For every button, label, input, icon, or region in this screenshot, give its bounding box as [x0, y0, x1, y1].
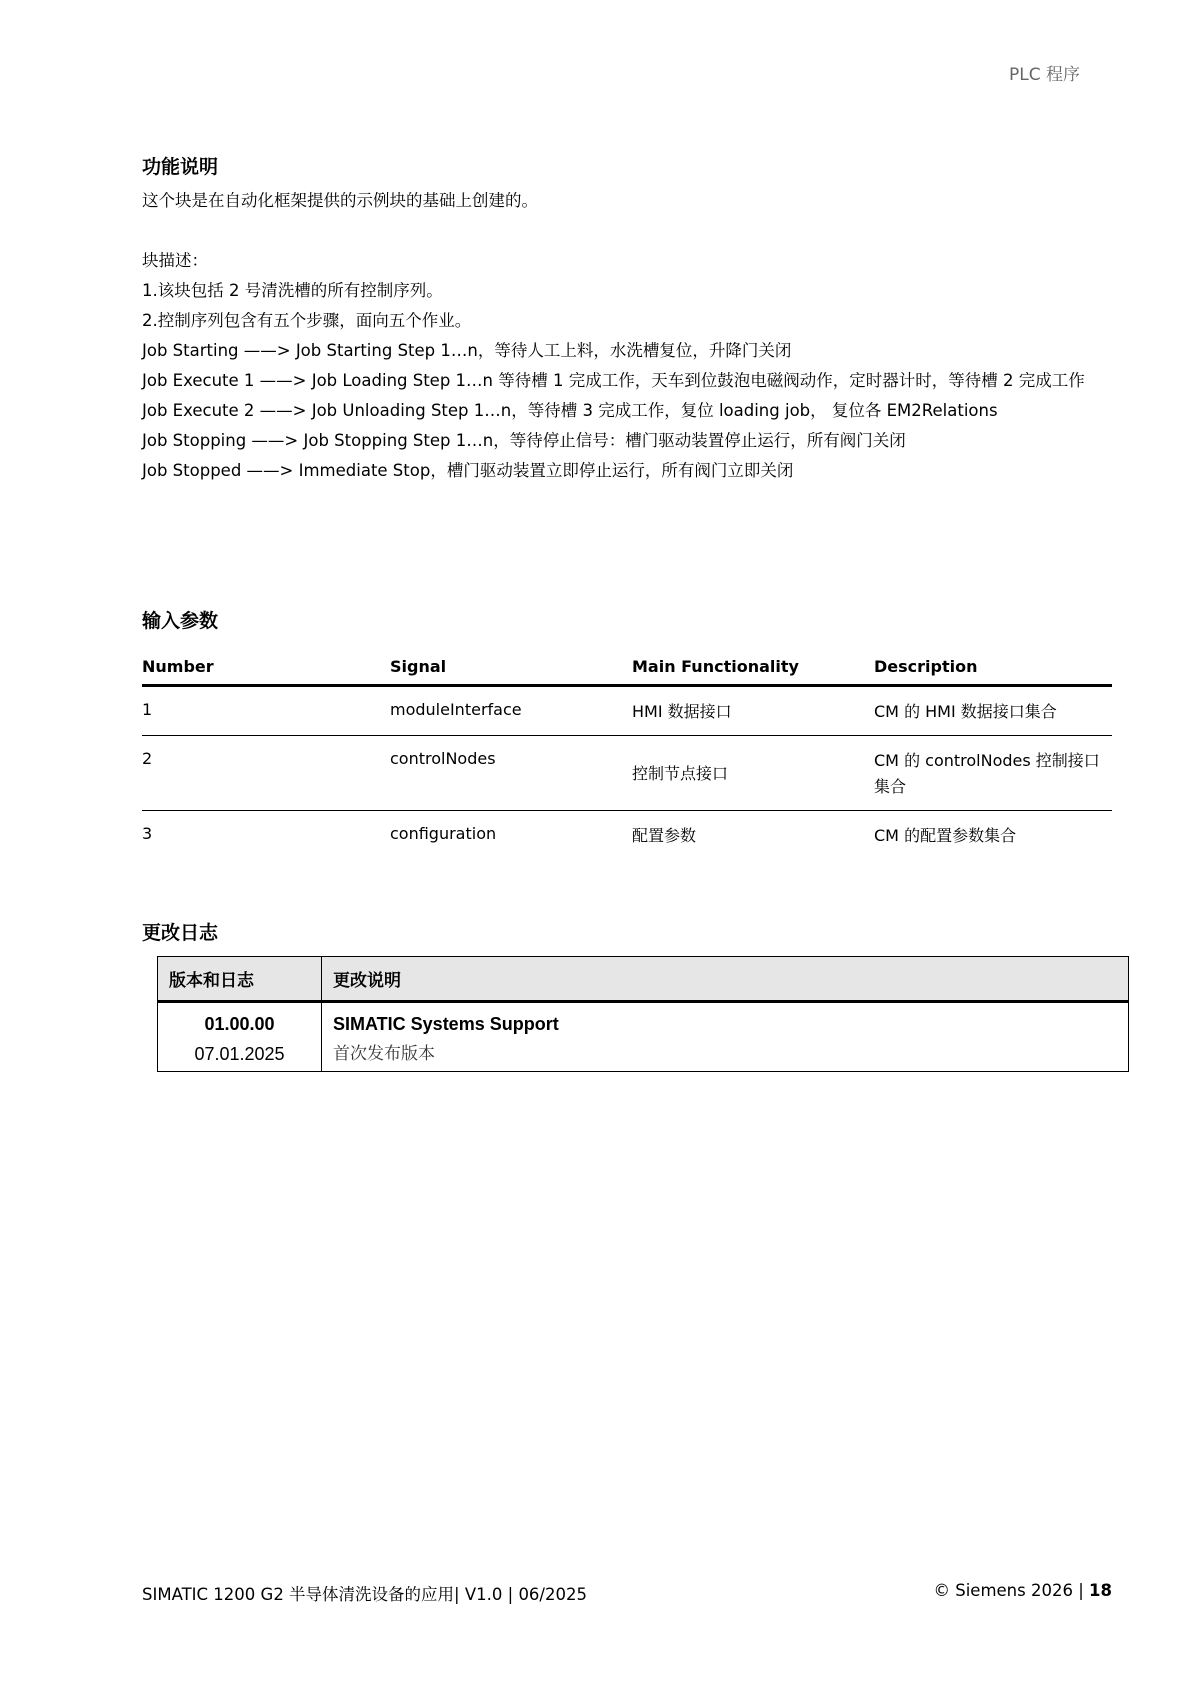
input-params-table [142, 648, 1112, 859]
function-title: 功能说明 [142, 156, 219, 178]
version-date: 07.01.2025 [194, 1044, 285, 1064]
cell-signal: moduleInterface [390, 700, 522, 719]
change-author: SIMATIC Systems Support [333, 1014, 559, 1034]
cell-func: 控制节点接口 [632, 764, 729, 783]
cell-signal: configuration [390, 824, 497, 843]
header-tag: PLC 程序 [1009, 65, 1080, 85]
inputs-title: 输入参数 [142, 610, 219, 632]
table-row [142, 687, 1112, 736]
desc-line: Job Stopping ——> Job Stopping Step 1…n，等待停止信号：槽门驱动装置停止运行，所有阀门关闭 [142, 431, 906, 450]
cell-desc: CM 的 HMI 数据接口集合 [874, 702, 1057, 721]
version-number: 01.00.00 [204, 1014, 275, 1034]
cell-func: HMI 数据接口 [632, 702, 732, 721]
footer-copyright [934, 1581, 1113, 1600]
cell-signal: controlNodes [390, 749, 496, 768]
table-header [142, 648, 1112, 687]
function-intro [142, 186, 1122, 216]
changelog-header [158, 957, 1128, 1003]
header-number: Number [142, 656, 214, 676]
change-text: 首次发布版本 [333, 1044, 435, 1064]
cell-number: 3 [142, 824, 153, 843]
changelog-row [158, 1003, 1128, 1071]
desc-line: Job Execute 2 ——> Job Unloading Step 1…n，等待槽 3 完成工作，复位 loading job， 复位各 EM2Relations [142, 401, 998, 420]
table-row [142, 736, 1112, 811]
header-description: Description [874, 656, 978, 676]
header-changes: 更改说明 [333, 971, 401, 991]
desc-line: 块描述： [142, 251, 208, 270]
changelog-title: 更改日志 [142, 922, 219, 944]
desc-line: Job Stopped ——> Immediate Stop，槽门驱动装置立即停止运行，所有阀门立即关闭 [142, 461, 794, 480]
desc-line: Job Starting ——> Job Starting Step 1…n，等待人工上料，水洗槽复位，升降门关闭 [142, 341, 792, 360]
footer-doc-info: SIMATIC 1200 G2 半导体清洗设备的应用| V1.0 | 06/2025 [142, 1585, 587, 1604]
function-description [142, 246, 1122, 486]
version-cell [158, 1003, 322, 1071]
header-version: 版本和日志 [158, 957, 322, 1000]
change-cell [322, 1003, 1128, 1071]
cell-desc: CM 的配置参数集合 [874, 826, 1017, 845]
table-row [142, 811, 1112, 859]
intro-text: 这个块是在自动化框架提供的示例块的基础上创建的。 [142, 191, 538, 210]
cell-number: 2 [142, 749, 153, 768]
copyright-text: © Siemens 2026 | [933, 1581, 1084, 1600]
cell-desc: CM 的 controlNodes 控制接口集合 [874, 751, 1100, 796]
cell-func: 配置参数 [632, 826, 697, 845]
header-signal: Signal [390, 656, 447, 676]
desc-line: 1.该块包括 2 号清洗槽的所有控制序列。 [142, 281, 443, 300]
page-number: 18 [1089, 1581, 1112, 1600]
changelog-table [157, 956, 1129, 1072]
desc-line: 2.控制序列包含有五个步骤，面向五个作业。 [142, 311, 472, 330]
desc-line: Job Execute 1 ——> Job Loading Step 1…n 等待槽 1 完成工作，天车到位鼓泡电磁阀动作，定时器计时，等待槽 2 完成工作 [142, 371, 1085, 390]
header-main-functionality: Main Functionality [632, 656, 799, 676]
cell-number: 1 [142, 700, 153, 719]
